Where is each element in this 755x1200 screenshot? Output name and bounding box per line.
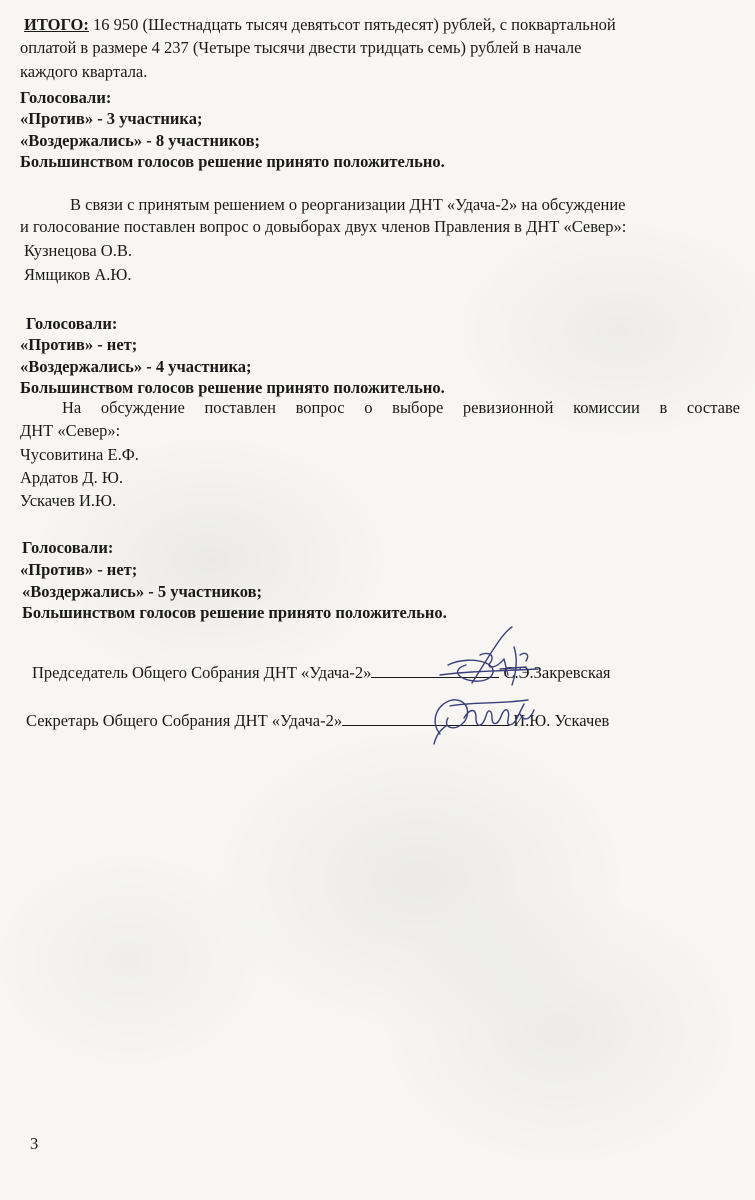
vote1-heading: Голосовали: <box>20 88 112 107</box>
page-number: 3 <box>30 1134 39 1153</box>
commission-member: Ускачев И.Ю. <box>20 491 117 510</box>
vote3-against: «Против» - нет; <box>20 560 138 579</box>
chair-title: Председатель Общего Собрания ДНТ «Удача-2» <box>32 663 372 682</box>
total-amount: 16 950 (Шестнадцать тысяч девятьсот пятьдесят) рублей, с поквартальной <box>88 15 616 34</box>
secretary-name: И.Ю. Ускачев <box>513 711 610 730</box>
para2-line-2: ДНТ «Север»: <box>20 421 121 440</box>
vote1-result: Большинством голосов решение принято положительно. <box>20 152 445 171</box>
total-line-3: каждого квартала. <box>20 62 148 81</box>
total-line-1 <box>24 14 616 36</box>
para1-line-1: В связи с принятым решением о реорганизации ДНТ «Удача-2» на обсуждение <box>70 195 626 214</box>
secretary-handwritten-signature <box>420 688 540 748</box>
vote2-heading: Голосовали: <box>26 314 118 333</box>
member-name: Ямщиков А.Ю. <box>24 265 132 284</box>
total-label: ИТОГО: <box>24 15 89 34</box>
para1-line-2: и голосование поставлен вопрос о довыборах двух членов Правления в ДНТ «Север»: <box>20 217 627 236</box>
vote2-abstained: «Воздержались» - 4 участника; <box>20 357 252 376</box>
chair-handwritten-signature <box>430 625 560 695</box>
commission-member: Чусовитина Е.Ф. <box>20 445 139 464</box>
commission-member: Ардатов Д. Ю. <box>20 468 123 487</box>
vote3-heading: Голосовали: <box>22 538 114 557</box>
vote3-abstained: «Воздержались» - 5 участников; <box>22 582 263 601</box>
vote2-result: Большинством голосов решение принято положительно. <box>20 378 445 397</box>
vote1-against: «Против» - 3 участника; <box>20 109 203 128</box>
vote1-abstained: «Воздержались» - 8 участников; <box>20 131 261 150</box>
para2-line-1: На обсуждение поставлен вопрос о выборе ревизионной комиссии в составе <box>62 398 740 417</box>
secretary-title: Секретарь Общего Собрания ДНТ «Удача-2» <box>26 711 343 730</box>
chair-name: С.Э.Закревская <box>503 663 611 682</box>
total-line-2: оплатой в размере 4 237 (Четыре тысячи двести тридцать семь) рублей в начале <box>20 38 582 57</box>
member-name: Кузнецова О.В. <box>24 241 132 260</box>
vote3-result: Большинством голосов решение принято положительно. <box>22 603 447 622</box>
vote2-against: «Против» - нет; <box>20 335 138 354</box>
